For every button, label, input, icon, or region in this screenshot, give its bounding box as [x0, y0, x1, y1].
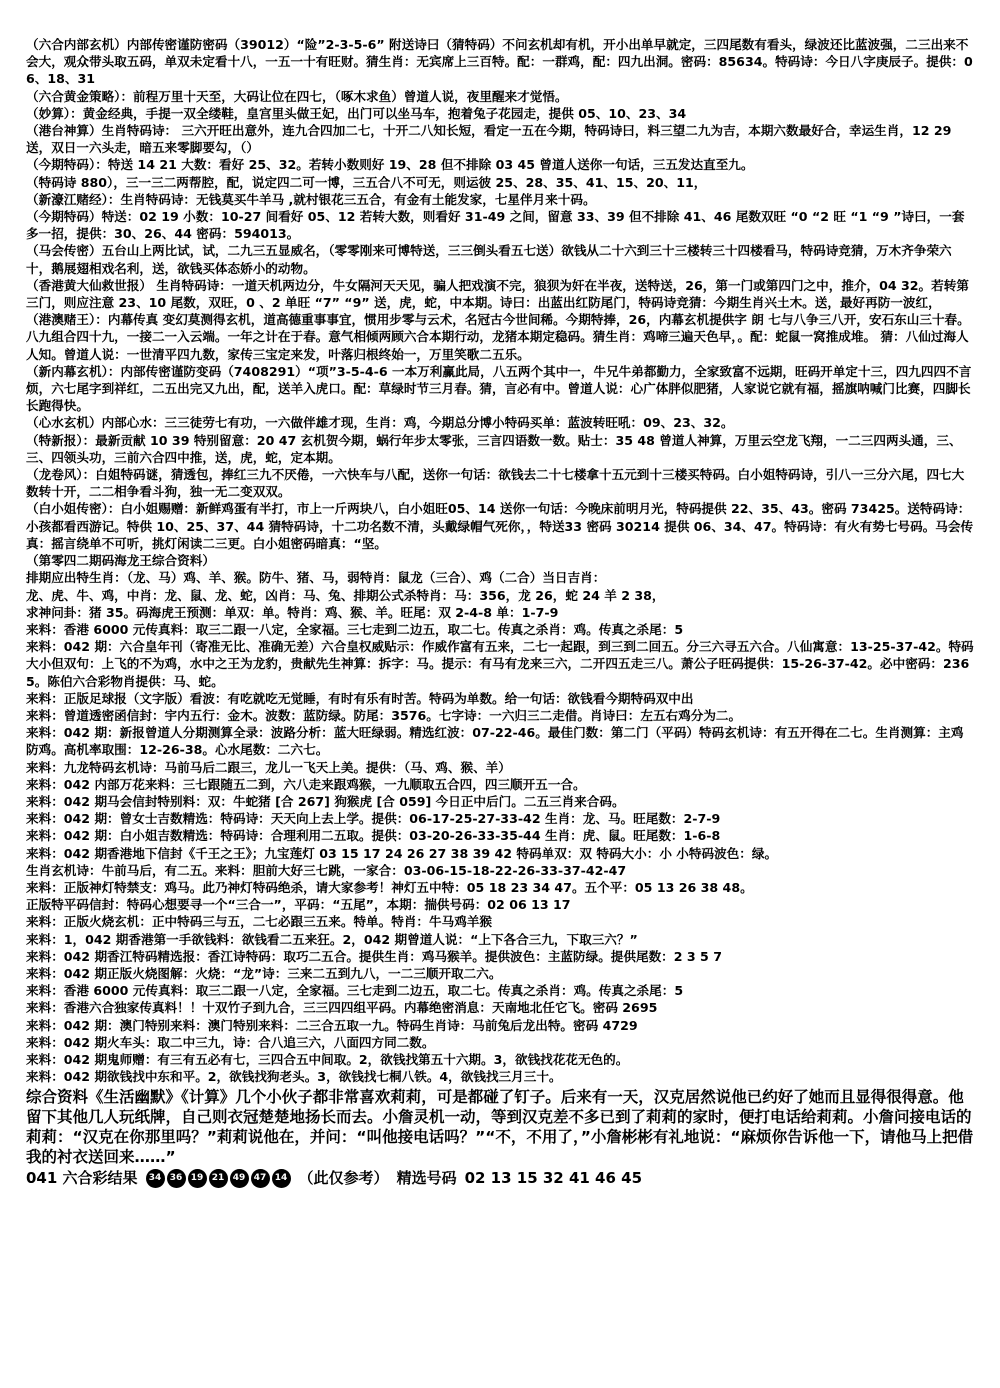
- section-paragraph: 来料：曾道透密函信封：宇内五行：金木。波数：蓝防绿。防尾：3576。七字诗：一六归三二走借。肖诗曰：左五右鸡分为二。: [26, 707, 742, 723]
- section-paragraph: 来料：042 期欲钱找中东和平。2，欲钱找狗老头。3，欲钱找七桐八铁。4，欲钱找三月三十。: [26, 1069, 562, 1085]
- section-paragraph: 龙、虎、牛、鸡，中肖：龙、鼠、龙、蛇，凶肖：马、兔、排期公式杀特肖：马：356，龙 26，蛇 24 羊 2 38，: [26, 587, 665, 603]
- humor-story: 综合资料《生活幽默》《计算》几个小伙子都非常喜欢莉莉，可是都碰了钉子。后来有一天，汉克居然说他已约好了她而且显得很得意。他留下其他几人玩纸牌，自己则衣冠楚楚地扬长而去。小詹灵机一动，等到汉克差不多已到了莉莉的家时，便打电话给莉莉。小詹问接电话的莉莉：“汉克在你那里吗？”莉莉说他在，并问：“叫他接电话吗？”“不，不用了，”小詹彬彬有礼地说：“麻烦你告诉他一下，请他马上把借我的衬衣送回来……”: [26, 1088, 974, 1167]
- section-paragraph: 来料：042 期香江特码精选报：香江诗特码：取巧二五合。提供生肖：鸡马猴羊。提供波色：主蓝防绿。提供尾数：2 3 5 7: [26, 948, 722, 964]
- section-list: [26, 36, 974, 1085]
- section-paragraph: 来料：正版神灯特禁支：鸡马。此乃神灯特码绝杀，请大家参考！神灯五中特：05 18 23 34 47。五个平：05 13 26 38 48。: [26, 879, 753, 895]
- section-paragraph: 来料：九龙特码玄机诗：马前马后二跟三，龙儿一飞天上美。提供：（马、鸡、猴、羊）: [26, 759, 511, 775]
- section-paragraph: （新内幕玄机）：内部传密谨防变码（7408291）“项”3-5-4-6 一本万利赢此局，八五两个其中一，牛兄牛弟都勤力，全家致富不远期，旺码开单定十三，四九四四不言烦，六七尾字到祥红，二五出完又九出，配，送羊入虎口。配：草绿时节三月春。猜，言必有中。曾道人说：心广体胖似肥猪，人家说它就有福，摇旗呐喊门比赛，四脚长长跑得快。: [26, 363, 972, 414]
- section-paragraph: （六合黄金策略）：前程万里十天至，大码让位在四七，（啄木求鱼）曾道人说，夜里醒来才觉悟。: [26, 88, 568, 104]
- section-paragraph: 来料：正版足球报（文字版）看波：有吃就吃无觉睡，有时有乐有时苦。特码为单数。给一句话：欲钱看今期特码双中出: [26, 690, 694, 706]
- result-ball: 49: [230, 1169, 249, 1188]
- section-paragraph: 来料：042 期：曾女士吉数精选：特码诗：天天向上去上学。提供：06-17-25-27-33-42 生肖：龙、马。旺尾数：2-7-9: [26, 811, 721, 827]
- reference-note: （此仅参考）: [298, 1169, 389, 1188]
- section-paragraph: （港澳赌王）：内幕传真 变幻莫测得玄机，道高德重事事宜，惯用步零与云术，名冠古今世间稀。今期特捧，26，内幕玄机提供字 朗 七与八争三八开，安石东山三十春。八九组合四十九，一接二一入云端。一年之计在于春。意气相倾两顾六合本期行动，龙猪本期定稳码。猜生肖：鸡啼三遍天色早，。配：蛇鼠一窝推成堆。 猜：八仙过海人人知。曾道人说：一世清平四九数，家传三宝定来发，叶落归根终始一，万里笑歌二五乐。: [26, 312, 970, 362]
- section-paragraph: （龙卷风）：白姐特码谜，猜透包，捧红三九不厌倦，一六快车与八配，送你一句话：欲钱去二十七楼拿十五元到十三楼买特码。白小姐特码诗，引八一三分六尾，四七大数转十开，二二相争看斗狗，独一无二变双双。: [26, 467, 965, 500]
- section-paragraph: （特新报）：最新贡献 10 39 特别留意：20 47 玄机贺今期，蜗行年步太零张，三言四语数一数。贴士：35 48 曾道人神算，万里云空龙飞翔，一二三四两头通，三、三、四领头功，三前六合四中推，送，虎，蛇，定本期。: [26, 432, 962, 465]
- section-paragraph: 求神问卦：猪 35。码海虎王预测：单双：单。特肖：鸡、猴、羊。旺尾：双 2-4-8 单：1-7-9: [26, 604, 559, 620]
- section-paragraph: （心水玄机）内部心水：三三徒劳七有功，一六做伴雄才现，生肖：鸡，今期总分博小特码买单：蓝波转旺吼：09、23、32。: [26, 415, 734, 431]
- section-paragraph: （第零四二期码海龙王综合资料）: [26, 553, 215, 569]
- section-paragraph: 来料：042 期香港地下信封《千王之王》；九宝莲灯 03 15 17 24 26 27 38 39 42 特码单双：双 特码大小：小 小特码波色：绿。: [26, 845, 778, 861]
- picks-label: 精选号码: [396, 1169, 457, 1188]
- section-paragraph: （白小姐传密）：白小姐赐赠：新鲜鸡蛋有半打，市上一斤两块八，白小姐旺05、14 送你一句话：今晚床前明月光，特码提供 22、35、43。密码 73425。送特码诗：小孩都看西游记。特供 10、25、37、44 猜特码诗，十二功名数不清，头戴绿帽气死你，，特送33 密码 30214 提供 06、34、47。特码诗：有火有势七号码。马会传真：摇言绕单不可听，挑灯闲读二三更。白小姐密码暗真：“坚。: [26, 501, 974, 551]
- section-paragraph: 来料：1，042 期香港第一手欲钱料：欲钱看二五来狂。2，042 期曾道人说：“上下各合三九，下取三六？”: [26, 931, 638, 947]
- section-paragraph: 生肖玄机诗：牛前马后，有二五。来料：胆前大好三七跳，一家合：03-06-15-18-22-26-33-37-42-47: [26, 862, 627, 878]
- section-paragraph: 来料：042 期：新报曾道人分期测算全录：波路分析：蓝大旺绿弱。精选红波：07-22-46。最佳门数：第二门（平码）特码玄机诗：有五开得在二七。生肖测算：主鸡防鸡。高机率取围：12-26-38。心水尾数：二六七。: [26, 725, 964, 758]
- section-paragraph: （新濠江赌经）：生肖特码诗：无钱莫买牛羊马 ,就村银花三五合，有金有土能发家，七星伴月来十码。: [26, 191, 596, 207]
- section-paragraph: （妙算）：黄金经典，手提一双全缕鞋，皇宫里头做王妃，出门可以坐马车，抱着兔子花园走，提供 05、10、23、34: [26, 105, 687, 121]
- section-paragraph: 来料：042 期鬼师赠：有三有五必有七，三四合五中间取。2，欲钱找第五十六期。3，欲钱找花花无色的。: [26, 1051, 629, 1067]
- section-paragraph: （今期特码）：特送 14 21 大数：看好 25、32。若转小数则好 19、28 但不排除 03 45 曾道人送你一句话，三五发达直至九。: [26, 157, 754, 173]
- section-paragraph: 来料：042 期马会信封特别料：双：牛蛇猪 [合 267] 狗猴虎 [合 059] 今日正中后门。二五三肖来合码。: [26, 793, 625, 809]
- section-paragraph: 排期应出特生肖：（龙、马）鸡、羊、猴。防牛、猪、马，弱特肖：鼠龙（三合）、鸡（二合）当日吉肖：: [26, 570, 606, 586]
- result-ball: 14: [272, 1169, 291, 1188]
- section-paragraph: （港台神算）生肖特码诗： 三六开旺出意外，连九合四加二七，十开二八知长短，看定一五在今期，特码诗曰，料三望二九为吉，本期六数最好合，幸运生肖，12 29 送，双日一六头走，暗五来零脚要勾，（）: [26, 123, 952, 156]
- result-ball: 19: [188, 1169, 207, 1188]
- section-paragraph: （六合内部玄机）内部传密谨防密码（39012）“险”2-3-5-6” 附送诗曰（猜特码）不问玄机却有机，开小出单早就定，三四尾数有看头，绿波还比蓝波强，二三出来不会大，观众带头取五码，单双未定看十八，一五一十有旺财。猜生肖：无宾席上三百特。配：一群鸡，配：四九出洞。密码：85634。特码诗：今日八字庚辰子。提供：06、18、31: [26, 37, 973, 87]
- result-balls: [146, 1169, 291, 1188]
- section-paragraph: （今期特码）特送：02 19 小数：10-27 间看好 05、12 若转大数，则看好 31-49 之间，留意 33、39 但不排除 41、46 尾数双旺 “0 “2 旺 “1 “9 ”诗曰，一套多一招，提供：30、26、44 密码：594013。: [26, 209, 965, 242]
- section-paragraph: （马会传密）五台山上两比试，试，二九三五显威名，（零零刚来可博特送，三三倒头看五七送）欲钱从二十六到三十三楼转三十四楼看马，特码诗竞猜，万木齐争荣六十，鹅展翅相戏名利，送，欲钱买体态娇小的动物。: [26, 243, 952, 276]
- picks-numbers: 02 13 15 32 41 46 45: [464, 1169, 643, 1188]
- section-paragraph: 来料：正版火烧玄机：正中特码三与五，二七必跟三五来。特单。特肖：牛马鸡羊猴: [26, 914, 492, 930]
- section-paragraph: 来料：042 期：澳门特别来料：澳门特别来料：二三合五取一九。特码生肖诗：马前兔后龙出特。密码 4729: [26, 1017, 638, 1033]
- section-paragraph: 来料：042 期正版火烧图解：火烧：“龙”诗：三来二五到九八，一二三顺开取二六。: [26, 965, 502, 981]
- result-ball: 34: [146, 1169, 165, 1188]
- result-footer: [26, 1169, 974, 1188]
- section-paragraph: （特码诗 880），三一三二两帮腔，配，说定四二可一博，三五合八不可无，则运彼 25、28、35、41、15、20、11，: [26, 174, 707, 190]
- result-ball: 47: [251, 1169, 270, 1188]
- issue-result-label: 041 六合彩结果: [26, 1169, 138, 1188]
- result-ball: 36: [167, 1169, 186, 1188]
- section-paragraph: 来料：042 期：白小姐吉数精选：特码诗：合理利用二五取。提供：03-20-26-33-35-44 生肖：虎、鼠。旺尾数：1-6-8: [26, 828, 721, 844]
- newsprint-page: [26, 36, 974, 1376]
- section-paragraph: 来料：香港 6000 元传真料：取三二跟一八定，全家福。三七走到二边五，取二七。传真之杀肖：鸡。传真之杀尾：5: [26, 621, 684, 637]
- section-paragraph: 来料：042 期：六合皇年刊（寄准无比、准确无差）六合皇权威贴示：作威作富有五来，二七一起跟，到三到二回五。分三六寻五六合。八仙寓意：13-25-37-42。特码大小但双句：上飞的不为鸡，水中之王为龙豹，贵献先生神算：拆字：马。提示：有马有龙来三六，二开四五走三八。萧公子旺码提供：15-26-37-42。必中密码：2365。陈伯六合彩物肖提供：马、蛇。: [26, 639, 974, 689]
- section-paragraph: 正版特平码信封：特码心想要寻一个“三合一”，平码：“五尾”，本期：揣供号码：02 06 13 17: [26, 897, 571, 913]
- section-paragraph: 来料：香港六合独家传真料！！十双竹子到九合，三三四四组平码。内幕绝密消息：天南地北任它飞。密码 2695: [26, 1000, 658, 1016]
- section-paragraph: 来料：042 期火车头：取二中三九，诗：合八追三六，八面四方同二数。: [26, 1034, 435, 1050]
- section-paragraph: （香港黄大仙救世报） 生肖特码诗：一道天机两边分，牛女隔河天天见，骗人把戏演不完，狼狈为奸在半夜，送特送，26，第一门或第四门之中，推介，04 32。若转第三门，则应注意 23、10 尾数，双旺，0 、2 单旺 “7” “9” 送，虎，蛇，中本期。诗曰：出蓝出红防尾门，特码诗竞猜：今期生肖兴土木。送，最好再防一波红，: [26, 277, 969, 311]
- result-ball: 21: [209, 1169, 228, 1188]
- section-paragraph: 来料：042 内部万花来料：三七跟随五二到，六八走来跟鸡猴，一九顺取五合四，四三顺开五一合。: [26, 776, 586, 792]
- section-paragraph: 来料：香港 6000 元传真料：取三二跟一八定，全家福。三七走到二边五，取二七。传真之杀肖：鸡。传真之杀尾：5: [26, 983, 684, 999]
